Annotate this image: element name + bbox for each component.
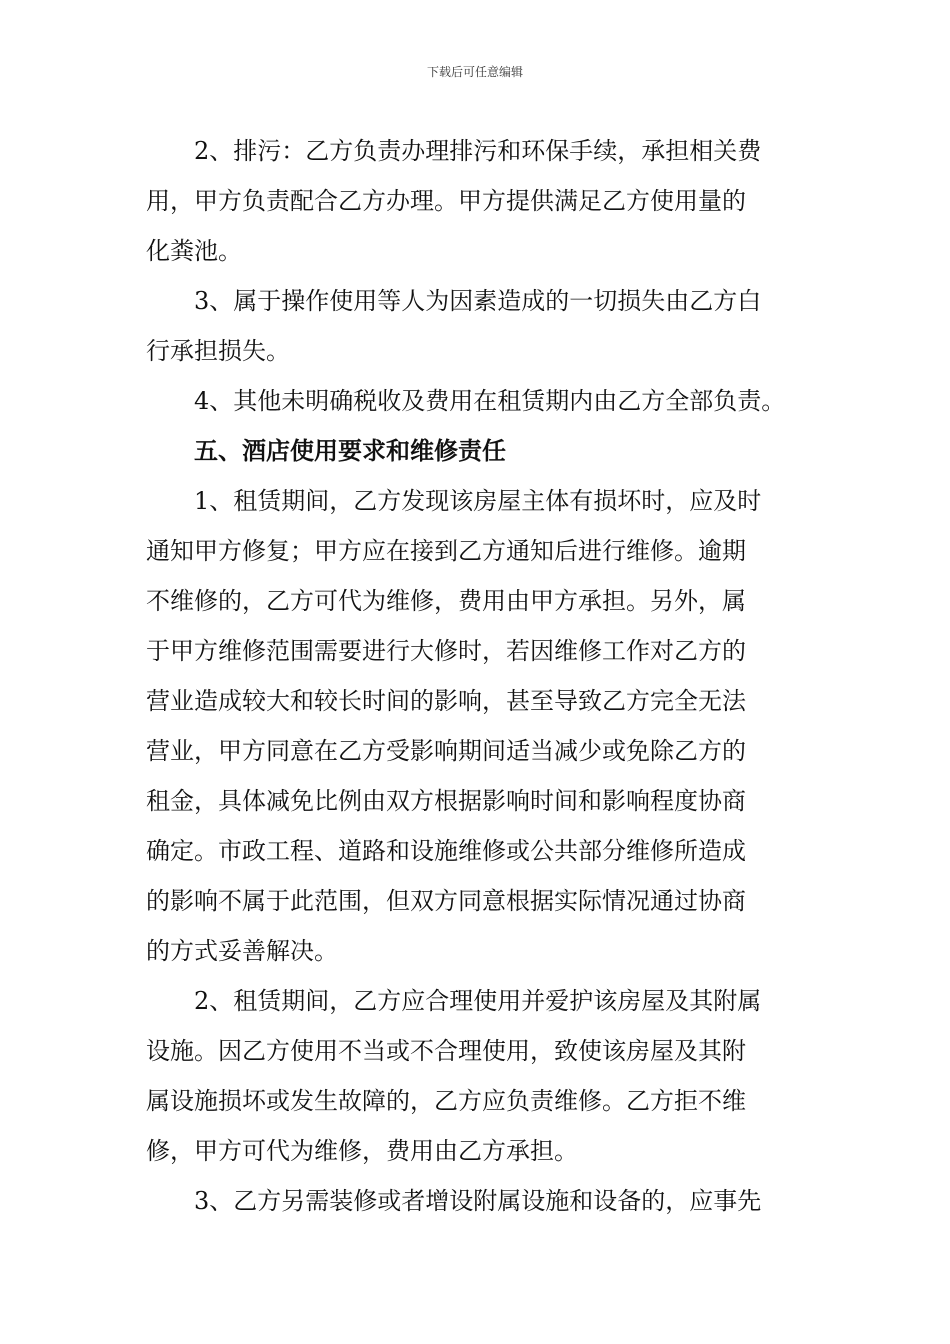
text-line: 化粪池。: [146, 237, 242, 265]
paragraph-sewage: [146, 126, 808, 276]
text-line: 营业，甲方同意在乙方受影响期间适当减少或免除乙方的: [146, 737, 746, 765]
text-line: 2、租赁期间，乙方应合理使用并爱护该房屋及其附属: [194, 987, 762, 1015]
paragraph-repair-notice: [146, 476, 808, 976]
document-body: [146, 126, 808, 1226]
text-line: 于甲方维修范围需要进行大修时，若因维修工作对乙方的: [146, 637, 746, 665]
paragraph-renovation: [146, 1176, 808, 1226]
text-line: 确定。市政工程、道路和设施维修或公共部分维修所造成: [146, 837, 746, 865]
paragraph-taxes: [146, 376, 808, 426]
text-line: 的方式妥善解决。: [146, 937, 338, 965]
text-line: 用，甲方负责配合乙方办理。甲方提供满足乙方使用量的: [146, 187, 746, 215]
text-line: 4、其他未明确税收及费用在租赁期内由乙方全部负责。: [194, 387, 786, 415]
page-header: 下载后可任意编辑: [426, 65, 523, 79]
text-line: 2、排污：乙方负责办理排污和环保手续，承担相关费: [194, 137, 762, 165]
text-line: 属设施损坏或发生故障的，乙方应负责维修。乙方拒不维: [146, 1087, 746, 1115]
paragraph-damage-liability: [146, 276, 808, 376]
section-heading: [146, 426, 808, 476]
text-line: 设施。因乙方使用不当或不合理使用，致使该房屋及其附: [146, 1037, 746, 1065]
text-line: 营业造成较大和较长时间的影响，甚至导致乙方完全无法: [146, 687, 746, 715]
text-line: 修，甲方可代为维修，费用由乙方承担。: [146, 1137, 578, 1165]
text-line: 租金，具体减免比例由双方根据影响时间和影响程度协商: [146, 787, 746, 815]
text-line: 3、属于操作使用等人为因素造成的一切损失由乙方白: [194, 287, 762, 315]
text-line: 1、租赁期间，乙方发现该房屋主体有损坏时，应及时: [194, 487, 762, 515]
text-line: 3、乙方另需装修或者增设附属设施和设备的，应事先: [194, 1187, 762, 1215]
heading-text: 五、酒店使用要求和维修责任: [194, 437, 506, 465]
text-line: 行承担损失。: [146, 337, 290, 365]
text-line: 通知甲方修复；甲方应在接到乙方通知后进行维修。逾期: [146, 537, 746, 565]
text-line: 的影响不属于此范围，但双方同意根据实际情况通过协商: [146, 887, 746, 915]
text-line: 不维修的，乙方可代为维修，费用由甲方承担。另外，属: [146, 587, 746, 615]
paragraph-proper-use: [146, 976, 808, 1176]
